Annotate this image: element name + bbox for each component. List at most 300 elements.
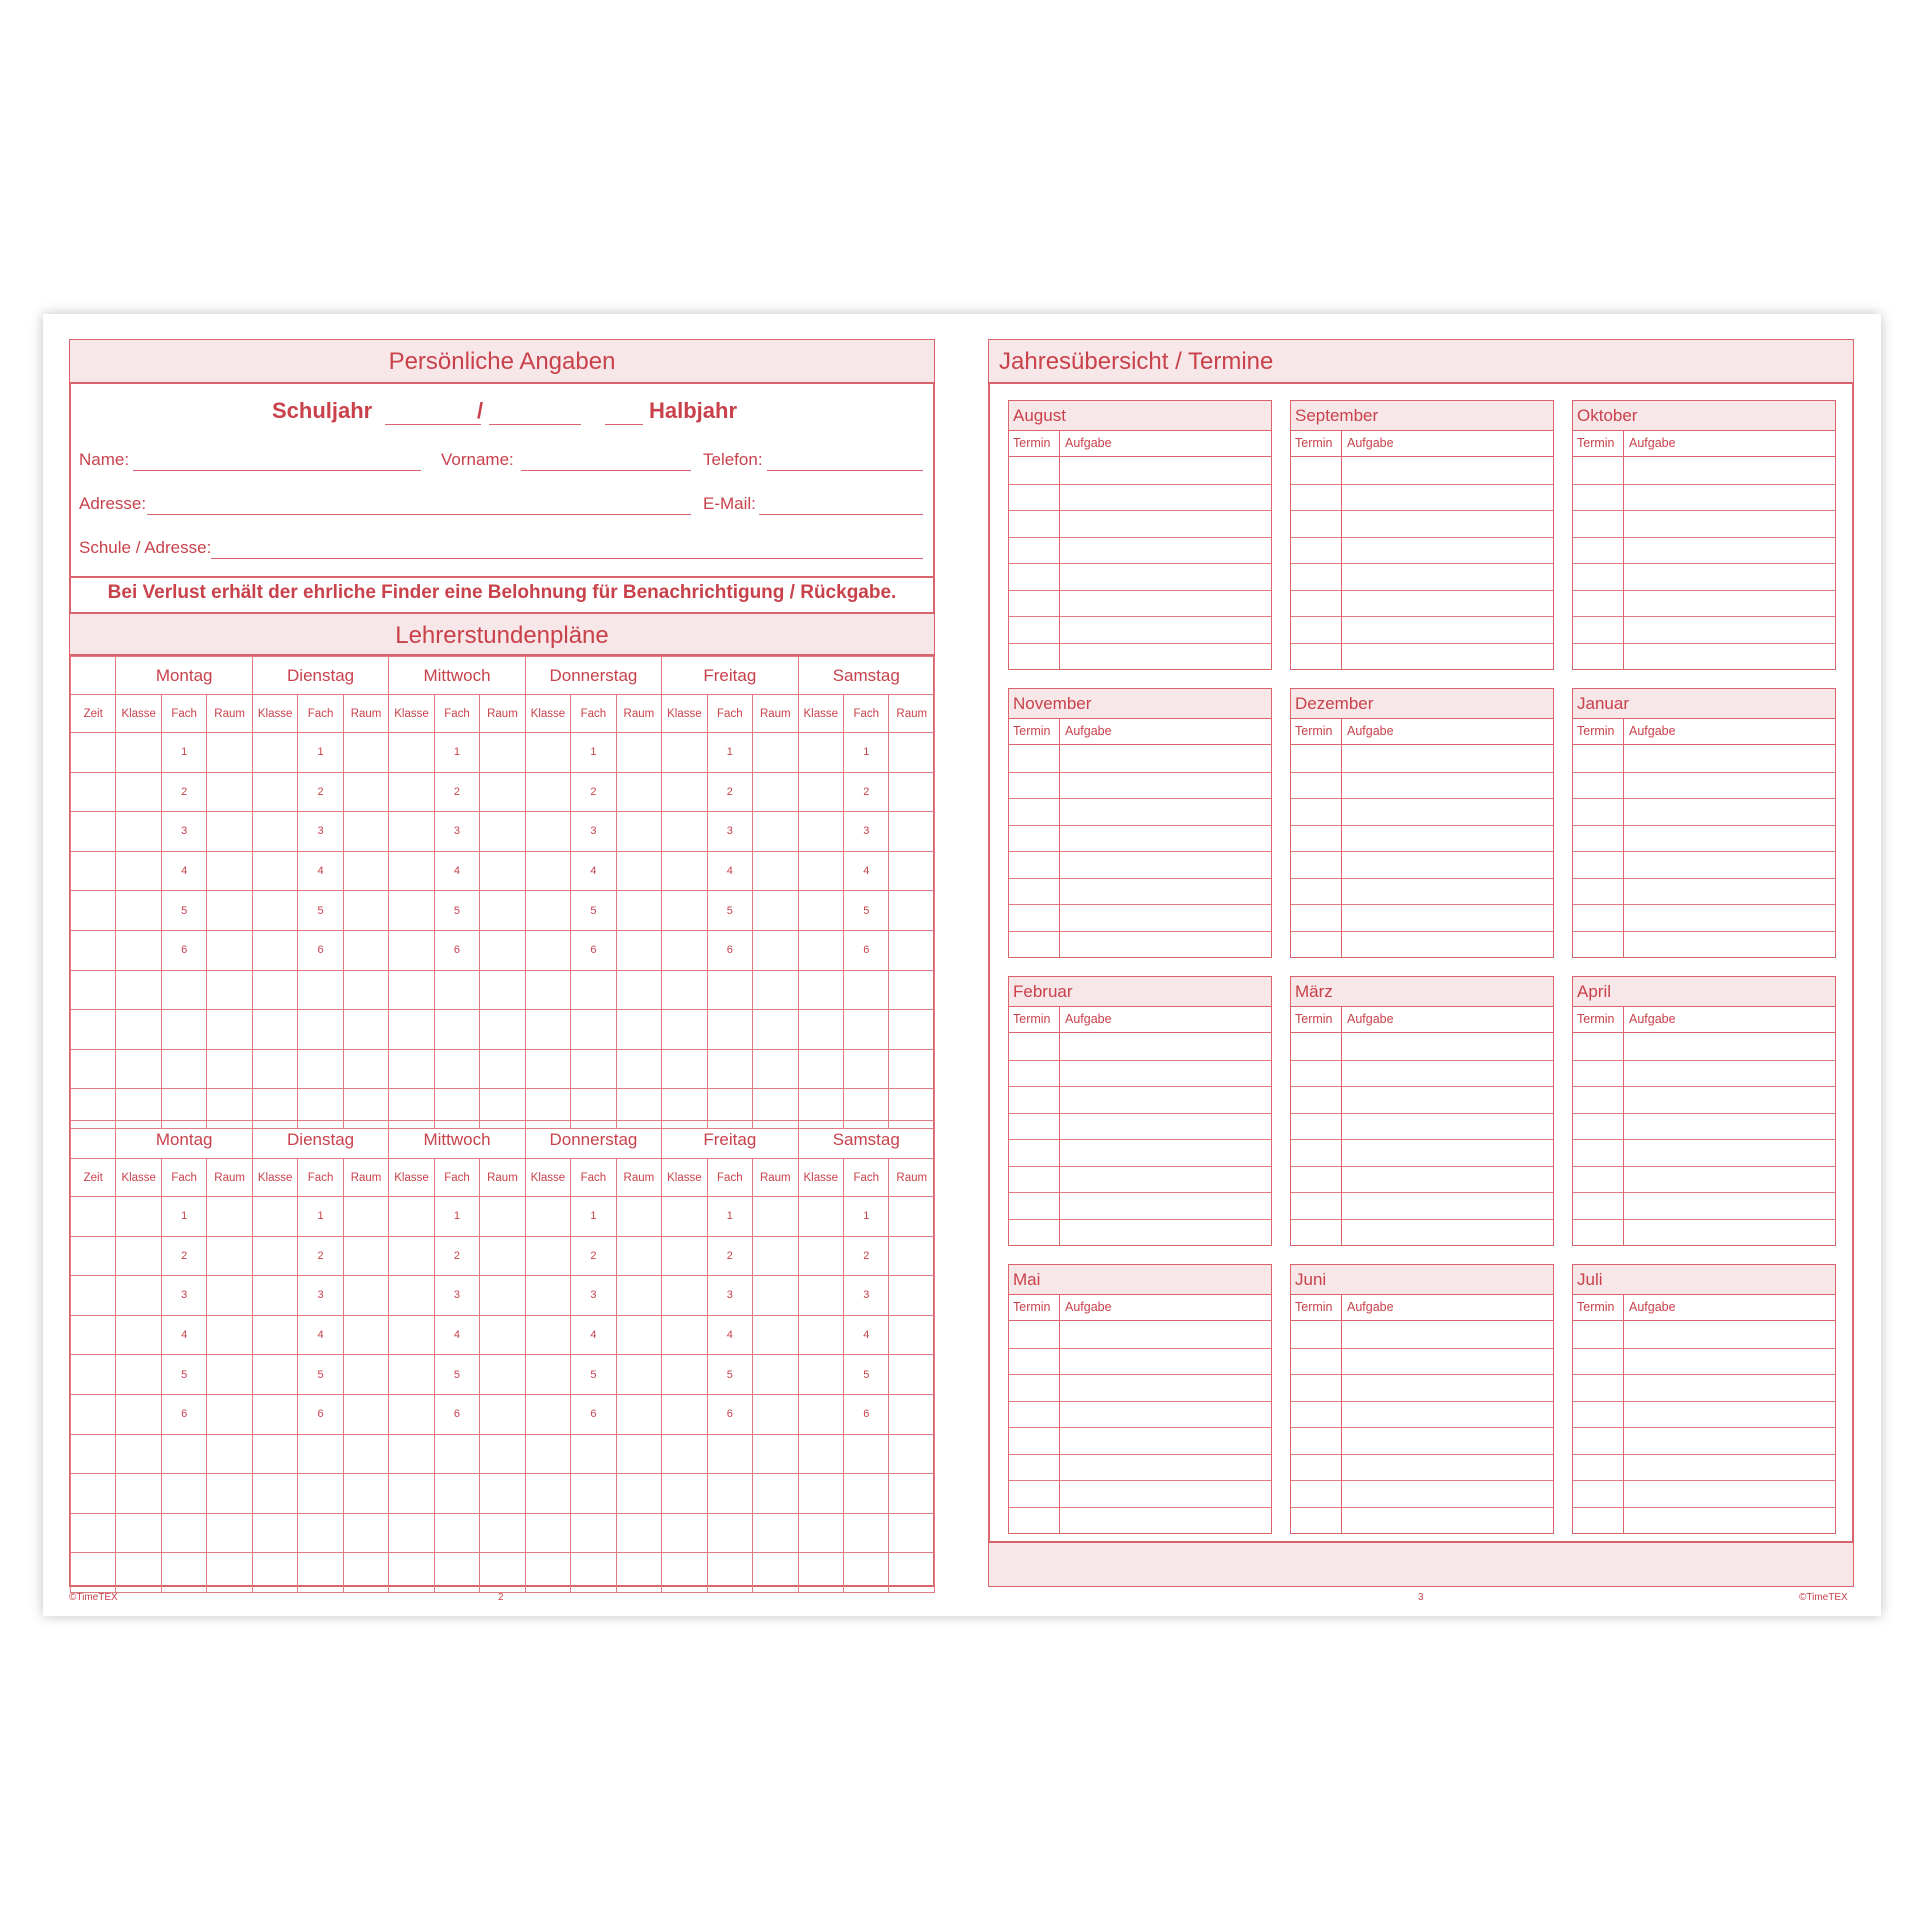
period-cell[interactable]: 2 bbox=[161, 1236, 206, 1276]
timetable-cell[interactable] bbox=[525, 1236, 570, 1276]
timetable-cell[interactable] bbox=[389, 733, 434, 773]
timetable-cell[interactable] bbox=[844, 1474, 889, 1514]
period-cell[interactable]: 6 bbox=[571, 930, 616, 970]
email-field[interactable] bbox=[759, 514, 923, 515]
zeit-cell[interactable] bbox=[71, 1315, 116, 1355]
timetable-cell[interactable] bbox=[252, 1513, 297, 1553]
timetable-cell[interactable] bbox=[252, 930, 297, 970]
period-cell[interactable]: 6 bbox=[707, 1394, 752, 1434]
timetable-cell[interactable] bbox=[525, 733, 570, 773]
timetable-cell[interactable] bbox=[207, 1394, 252, 1434]
timetable-cell[interactable] bbox=[116, 1197, 161, 1237]
timetable-cell[interactable] bbox=[207, 733, 252, 773]
timetable-cell[interactable] bbox=[525, 1197, 570, 1237]
timetable-cell[interactable] bbox=[889, 733, 935, 773]
month-rows[interactable] bbox=[1573, 745, 1835, 957]
period-cell[interactable]: 3 bbox=[707, 812, 752, 852]
timetable-cell[interactable] bbox=[753, 1049, 798, 1089]
timetable-cell[interactable] bbox=[616, 1049, 661, 1089]
timetable-cell[interactable] bbox=[343, 1394, 388, 1434]
timetable-cell[interactable] bbox=[889, 1513, 935, 1553]
timetable-cell[interactable] bbox=[525, 1394, 570, 1434]
zeit-cell[interactable] bbox=[71, 1474, 116, 1514]
schule-field[interactable] bbox=[211, 558, 923, 559]
month-rows[interactable] bbox=[1009, 1321, 1271, 1533]
timetable-cell[interactable] bbox=[389, 970, 434, 1010]
period-cell[interactable]: 4 bbox=[844, 851, 889, 891]
timetable-cell[interactable] bbox=[480, 1315, 525, 1355]
timetable-cell[interactable] bbox=[707, 1010, 752, 1050]
month-rows[interactable] bbox=[1009, 1033, 1271, 1245]
period-cell[interactable]: 3 bbox=[434, 1276, 479, 1316]
timetable-cell[interactable] bbox=[616, 1315, 661, 1355]
timetable-cell[interactable] bbox=[480, 1276, 525, 1316]
timetable-cell[interactable] bbox=[753, 1394, 798, 1434]
timetable-cell[interactable] bbox=[343, 1434, 388, 1474]
timetable-cell[interactable] bbox=[844, 970, 889, 1010]
timetable-cell[interactable] bbox=[844, 1010, 889, 1050]
timetable-cell[interactable] bbox=[662, 1049, 707, 1089]
timetable-cell[interactable] bbox=[252, 970, 297, 1010]
timetable-cell[interactable] bbox=[343, 1010, 388, 1050]
timetable-cell[interactable] bbox=[343, 1553, 388, 1593]
timetable-cell[interactable] bbox=[252, 1049, 297, 1089]
timetable-cell[interactable] bbox=[525, 930, 570, 970]
timetable-cell[interactable] bbox=[343, 851, 388, 891]
zeit-cell[interactable] bbox=[71, 1553, 116, 1593]
timetable-cell[interactable] bbox=[844, 1513, 889, 1553]
timetable-cell[interactable] bbox=[798, 1355, 843, 1395]
period-cell[interactable]: 3 bbox=[161, 812, 206, 852]
timetable-cell[interactable] bbox=[753, 1355, 798, 1395]
timetable-cell[interactable] bbox=[616, 1434, 661, 1474]
timetable-cell[interactable] bbox=[434, 1434, 479, 1474]
timetable-cell[interactable] bbox=[525, 1049, 570, 1089]
period-cell[interactable]: 2 bbox=[161, 772, 206, 812]
timetable-cell[interactable] bbox=[616, 1355, 661, 1395]
timetable-cell[interactable] bbox=[525, 1434, 570, 1474]
timetable-cell[interactable] bbox=[662, 1197, 707, 1237]
month-rows[interactable] bbox=[1573, 457, 1835, 669]
month-rows[interactable] bbox=[1009, 745, 1271, 957]
month-rows[interactable] bbox=[1291, 457, 1553, 669]
timetable-cell[interactable] bbox=[798, 1553, 843, 1593]
timetable-cell[interactable] bbox=[707, 1049, 752, 1089]
timetable-cell[interactable] bbox=[525, 1010, 570, 1050]
period-cell[interactable]: 5 bbox=[844, 891, 889, 931]
timetable-cell[interactable] bbox=[798, 772, 843, 812]
month-rows[interactable] bbox=[1573, 1033, 1835, 1245]
timetable-cell[interactable] bbox=[480, 1434, 525, 1474]
timetable-cell[interactable] bbox=[480, 1553, 525, 1593]
timetable-cell[interactable] bbox=[116, 1010, 161, 1050]
timetable-cell[interactable] bbox=[116, 1276, 161, 1316]
timetable-cell[interactable] bbox=[889, 1474, 935, 1514]
period-cell[interactable]: 1 bbox=[844, 733, 889, 773]
timetable-cell[interactable] bbox=[207, 1474, 252, 1514]
zeit-cell[interactable] bbox=[71, 891, 116, 931]
timetable-cell[interactable] bbox=[434, 1513, 479, 1553]
timetable-cell[interactable] bbox=[707, 1553, 752, 1593]
period-cell[interactable]: 3 bbox=[161, 1276, 206, 1316]
timetable-cell[interactable] bbox=[252, 1236, 297, 1276]
timetable-cell[interactable] bbox=[616, 1474, 661, 1514]
timetable-cell[interactable] bbox=[252, 1553, 297, 1593]
timetable-cell[interactable] bbox=[889, 1315, 935, 1355]
zeit-cell[interactable] bbox=[71, 1049, 116, 1089]
timetable-cell[interactable] bbox=[707, 1513, 752, 1553]
timetable-cell[interactable] bbox=[343, 930, 388, 970]
period-cell[interactable]: 6 bbox=[298, 1394, 343, 1434]
period-cell[interactable]: 4 bbox=[298, 851, 343, 891]
timetable-cell[interactable] bbox=[525, 1276, 570, 1316]
timetable-cell[interactable] bbox=[389, 1394, 434, 1434]
timetable-cell[interactable] bbox=[207, 1355, 252, 1395]
period-cell[interactable]: 3 bbox=[844, 812, 889, 852]
timetable-cell[interactable] bbox=[525, 970, 570, 1010]
timetable-cell[interactable] bbox=[889, 772, 935, 812]
period-cell[interactable]: 6 bbox=[844, 930, 889, 970]
timetable-cell[interactable] bbox=[525, 1474, 570, 1514]
period-cell[interactable]: 1 bbox=[707, 1197, 752, 1237]
timetable-cell[interactable] bbox=[343, 1315, 388, 1355]
adresse-field[interactable] bbox=[147, 514, 691, 515]
timetable-cell[interactable] bbox=[480, 930, 525, 970]
timetable-cell[interactable] bbox=[343, 970, 388, 1010]
timetable-cell[interactable] bbox=[662, 1394, 707, 1434]
timetable-cell[interactable] bbox=[389, 1197, 434, 1237]
timetable-cell[interactable] bbox=[252, 1434, 297, 1474]
zeit-cell[interactable] bbox=[71, 930, 116, 970]
period-cell[interactable]: 1 bbox=[298, 733, 343, 773]
period-cell[interactable]: 2 bbox=[298, 1236, 343, 1276]
timetable-cell[interactable] bbox=[207, 1513, 252, 1553]
period-cell[interactable]: 4 bbox=[434, 1315, 479, 1355]
period-cell[interactable]: 3 bbox=[707, 1276, 752, 1316]
zeit-cell[interactable] bbox=[71, 851, 116, 891]
timetable-cell[interactable] bbox=[207, 1010, 252, 1050]
timetable-cell[interactable] bbox=[798, 812, 843, 852]
period-cell[interactable]: 4 bbox=[707, 851, 752, 891]
timetable-cell[interactable] bbox=[525, 812, 570, 852]
timetable-cell[interactable] bbox=[707, 1434, 752, 1474]
timetable-cell[interactable] bbox=[343, 891, 388, 931]
period-cell[interactable]: 1 bbox=[161, 733, 206, 773]
period-cell[interactable]: 2 bbox=[707, 772, 752, 812]
timetable-cell[interactable] bbox=[116, 1513, 161, 1553]
timetable-cell[interactable] bbox=[707, 1474, 752, 1514]
timetable-cell[interactable] bbox=[480, 1355, 525, 1395]
timetable-cell[interactable] bbox=[207, 1049, 252, 1089]
timetable-cell[interactable] bbox=[525, 891, 570, 931]
period-cell[interactable]: 1 bbox=[434, 733, 479, 773]
zeit-cell[interactable] bbox=[71, 970, 116, 1010]
timetable-cell[interactable] bbox=[252, 733, 297, 773]
timetable-cell[interactable] bbox=[116, 1394, 161, 1434]
timetable-cell[interactable] bbox=[480, 1474, 525, 1514]
timetable-cell[interactable] bbox=[525, 772, 570, 812]
timetable-cell[interactable] bbox=[798, 1513, 843, 1553]
period-cell[interactable]: 6 bbox=[434, 1394, 479, 1434]
period-cell[interactable]: 2 bbox=[434, 1236, 479, 1276]
period-cell[interactable]: 3 bbox=[434, 812, 479, 852]
timetable-cell[interactable] bbox=[434, 1049, 479, 1089]
timetable-cell[interactable] bbox=[389, 1355, 434, 1395]
period-cell[interactable]: 6 bbox=[161, 930, 206, 970]
month-rows[interactable] bbox=[1291, 1033, 1553, 1245]
period-cell[interactable]: 3 bbox=[298, 812, 343, 852]
timetable-cell[interactable] bbox=[616, 1197, 661, 1237]
timetable-cell[interactable] bbox=[571, 1513, 616, 1553]
timetable-cell[interactable] bbox=[525, 1553, 570, 1593]
timetable-cell[interactable] bbox=[616, 970, 661, 1010]
period-cell[interactable]: 6 bbox=[844, 1394, 889, 1434]
timetable-cell[interactable] bbox=[662, 1434, 707, 1474]
timetable-cell[interactable] bbox=[252, 851, 297, 891]
timetable-cell[interactable] bbox=[616, 1394, 661, 1434]
timetable-cell[interactable] bbox=[753, 1315, 798, 1355]
timetable-cell[interactable] bbox=[389, 1236, 434, 1276]
timetable-cell[interactable] bbox=[889, 1049, 935, 1089]
period-cell[interactable]: 5 bbox=[571, 1355, 616, 1395]
timetable-cell[interactable] bbox=[889, 1553, 935, 1593]
timetable-cell[interactable] bbox=[616, 891, 661, 931]
timetable-cell[interactable] bbox=[343, 1197, 388, 1237]
timetable-cell[interactable] bbox=[889, 1197, 935, 1237]
period-cell[interactable]: 3 bbox=[571, 812, 616, 852]
timetable-cell[interactable] bbox=[889, 1434, 935, 1474]
timetable-cell[interactable] bbox=[116, 1434, 161, 1474]
period-cell[interactable]: 4 bbox=[571, 1315, 616, 1355]
timetable-cell[interactable] bbox=[662, 1276, 707, 1316]
timetable-cell[interactable] bbox=[116, 1474, 161, 1514]
timetable-cell[interactable] bbox=[298, 1513, 343, 1553]
timetable-cell[interactable] bbox=[343, 1236, 388, 1276]
timetable-cell[interactable] bbox=[343, 1355, 388, 1395]
period-cell[interactable]: 3 bbox=[298, 1276, 343, 1316]
timetable-cell[interactable] bbox=[298, 1553, 343, 1593]
timetable-cell[interactable] bbox=[389, 1553, 434, 1593]
timetable-cell[interactable] bbox=[525, 1315, 570, 1355]
period-cell[interactable]: 5 bbox=[707, 1355, 752, 1395]
timetable-cell[interactable] bbox=[161, 1553, 206, 1593]
timetable-cell[interactable] bbox=[753, 1236, 798, 1276]
month-rows[interactable] bbox=[1573, 1321, 1835, 1533]
timetable-cell[interactable] bbox=[252, 772, 297, 812]
timetable-cell[interactable] bbox=[252, 891, 297, 931]
period-cell[interactable]: 2 bbox=[571, 772, 616, 812]
timetable-cell[interactable] bbox=[616, 1010, 661, 1050]
zeit-cell[interactable] bbox=[71, 1513, 116, 1553]
timetable-cell[interactable] bbox=[571, 970, 616, 1010]
timetable-cell[interactable] bbox=[298, 1049, 343, 1089]
timetable-cell[interactable] bbox=[116, 1553, 161, 1593]
name-field[interactable] bbox=[133, 470, 421, 471]
timetable-cell[interactable] bbox=[298, 1434, 343, 1474]
timetable-cell[interactable] bbox=[343, 772, 388, 812]
timetable-cell[interactable] bbox=[616, 930, 661, 970]
timetable-cell[interactable] bbox=[616, 812, 661, 852]
timetable-cell[interactable] bbox=[434, 970, 479, 1010]
timetable-cell[interactable] bbox=[480, 1394, 525, 1434]
schuljahr-end-line[interactable] bbox=[489, 424, 581, 425]
timetable-cell[interactable] bbox=[116, 812, 161, 852]
zeit-cell[interactable] bbox=[71, 733, 116, 773]
period-cell[interactable]: 1 bbox=[571, 1197, 616, 1237]
timetable-cell[interactable] bbox=[662, 733, 707, 773]
timetable-cell[interactable] bbox=[798, 1394, 843, 1434]
month-rows[interactable] bbox=[1291, 745, 1553, 957]
timetable-cell[interactable] bbox=[116, 1236, 161, 1276]
period-cell[interactable]: 4 bbox=[707, 1315, 752, 1355]
timetable-cell[interactable] bbox=[844, 1434, 889, 1474]
timetable-cell[interactable] bbox=[252, 1010, 297, 1050]
timetable-cell[interactable] bbox=[798, 1197, 843, 1237]
timetable-cell[interactable] bbox=[389, 1010, 434, 1050]
timetable-cell[interactable] bbox=[753, 1197, 798, 1237]
timetable-cell[interactable] bbox=[889, 1394, 935, 1434]
timetable-cell[interactable] bbox=[525, 1355, 570, 1395]
period-cell[interactable]: 5 bbox=[298, 891, 343, 931]
timetable-cell[interactable] bbox=[798, 851, 843, 891]
period-cell[interactable]: 2 bbox=[298, 772, 343, 812]
timetable-cell[interactable] bbox=[480, 1513, 525, 1553]
timetable-cell[interactable] bbox=[707, 970, 752, 1010]
timetable-cell[interactable] bbox=[343, 812, 388, 852]
vorname-field[interactable] bbox=[521, 470, 691, 471]
timetable-cell[interactable] bbox=[389, 1513, 434, 1553]
timetable-cell[interactable] bbox=[480, 772, 525, 812]
timetable-cell[interactable] bbox=[753, 1276, 798, 1316]
timetable-cell[interactable] bbox=[616, 733, 661, 773]
timetable-cell[interactable] bbox=[753, 851, 798, 891]
timetable-cell[interactable] bbox=[798, 970, 843, 1010]
timetable-cell[interactable] bbox=[116, 1355, 161, 1395]
timetable-cell[interactable] bbox=[662, 1010, 707, 1050]
timetable-cell[interactable] bbox=[207, 1553, 252, 1593]
timetable-cell[interactable] bbox=[298, 1474, 343, 1514]
timetable-cell[interactable] bbox=[480, 851, 525, 891]
timetable-cell[interactable] bbox=[343, 1474, 388, 1514]
zeit-cell[interactable] bbox=[71, 1276, 116, 1316]
timetable-cell[interactable] bbox=[207, 930, 252, 970]
period-cell[interactable]: 1 bbox=[161, 1197, 206, 1237]
timetable-cell[interactable] bbox=[252, 1315, 297, 1355]
timetable-cell[interactable] bbox=[389, 1474, 434, 1514]
timetable-cell[interactable] bbox=[525, 1513, 570, 1553]
timetable-cell[interactable] bbox=[298, 970, 343, 1010]
timetable-cell[interactable] bbox=[389, 891, 434, 931]
timetable-cell[interactable] bbox=[753, 1553, 798, 1593]
timetable-cell[interactable] bbox=[389, 930, 434, 970]
timetable-cell[interactable] bbox=[252, 1276, 297, 1316]
timetable-cell[interactable] bbox=[616, 1236, 661, 1276]
period-cell[interactable]: 6 bbox=[571, 1394, 616, 1434]
zeit-cell[interactable] bbox=[71, 1010, 116, 1050]
timetable-cell[interactable] bbox=[389, 1434, 434, 1474]
zeit-cell[interactable] bbox=[71, 1394, 116, 1434]
timetable-cell[interactable] bbox=[207, 1236, 252, 1276]
timetable-cell[interactable] bbox=[161, 1474, 206, 1514]
timetable-cell[interactable] bbox=[889, 1355, 935, 1395]
zeit-cell[interactable] bbox=[71, 1355, 116, 1395]
timetable-cell[interactable] bbox=[252, 1474, 297, 1514]
period-cell[interactable]: 1 bbox=[844, 1197, 889, 1237]
timetable-cell[interactable] bbox=[662, 891, 707, 931]
period-cell[interactable]: 1 bbox=[707, 733, 752, 773]
timetable-cell[interactable] bbox=[434, 1474, 479, 1514]
period-cell[interactable]: 4 bbox=[571, 851, 616, 891]
timetable-cell[interactable] bbox=[798, 1049, 843, 1089]
timetable-cell[interactable] bbox=[889, 930, 935, 970]
period-cell[interactable]: 5 bbox=[161, 891, 206, 931]
timetable-cell[interactable] bbox=[480, 1197, 525, 1237]
timetable-cell[interactable] bbox=[116, 1049, 161, 1089]
timetable-cell[interactable] bbox=[571, 1553, 616, 1593]
timetable-cell[interactable] bbox=[798, 1276, 843, 1316]
timetable-cell[interactable] bbox=[662, 1474, 707, 1514]
timetable-cell[interactable] bbox=[662, 772, 707, 812]
timetable-cell[interactable] bbox=[343, 1276, 388, 1316]
period-cell[interactable]: 2 bbox=[707, 1236, 752, 1276]
period-cell[interactable]: 4 bbox=[844, 1315, 889, 1355]
timetable-cell[interactable] bbox=[662, 970, 707, 1010]
timetable-cell[interactable] bbox=[343, 1513, 388, 1553]
period-cell[interactable]: 5 bbox=[434, 1355, 479, 1395]
period-cell[interactable]: 6 bbox=[434, 930, 479, 970]
timetable-cell[interactable] bbox=[662, 1315, 707, 1355]
timetable-cell[interactable] bbox=[571, 1049, 616, 1089]
period-cell[interactable]: 4 bbox=[434, 851, 479, 891]
period-cell[interactable]: 4 bbox=[161, 1315, 206, 1355]
timetable-cell[interactable] bbox=[753, 772, 798, 812]
timetable-cell[interactable] bbox=[161, 1513, 206, 1553]
timetable-cell[interactable] bbox=[616, 1513, 661, 1553]
timetable-cell[interactable] bbox=[116, 733, 161, 773]
timetable-cell[interactable] bbox=[889, 851, 935, 891]
timetable-cell[interactable] bbox=[480, 891, 525, 931]
timetable-cell[interactable] bbox=[753, 1434, 798, 1474]
timetable-cell[interactable] bbox=[389, 812, 434, 852]
timetable-cell[interactable] bbox=[480, 733, 525, 773]
timetable-cell[interactable] bbox=[616, 851, 661, 891]
zeit-cell[interactable] bbox=[71, 1434, 116, 1474]
telefon-field[interactable] bbox=[767, 470, 923, 471]
timetable-cell[interactable] bbox=[889, 1236, 935, 1276]
timetable-cell[interactable] bbox=[116, 970, 161, 1010]
timetable-cell[interactable] bbox=[480, 812, 525, 852]
timetable-cell[interactable] bbox=[252, 1394, 297, 1434]
timetable-cell[interactable] bbox=[389, 1049, 434, 1089]
timetable-cell[interactable] bbox=[798, 733, 843, 773]
period-cell[interactable]: 6 bbox=[707, 930, 752, 970]
timetable-cell[interactable] bbox=[798, 1236, 843, 1276]
timetable-cell[interactable] bbox=[161, 970, 206, 1010]
timetable-cell[interactable] bbox=[616, 1553, 661, 1593]
timetable-cell[interactable] bbox=[480, 1049, 525, 1089]
timetable-cell[interactable] bbox=[389, 851, 434, 891]
timetable-cell[interactable] bbox=[753, 812, 798, 852]
timetable-cell[interactable] bbox=[753, 1513, 798, 1553]
timetable-cell[interactable] bbox=[798, 1434, 843, 1474]
zeit-cell[interactable] bbox=[71, 812, 116, 852]
timetable-cell[interactable] bbox=[889, 891, 935, 931]
period-cell[interactable]: 5 bbox=[161, 1355, 206, 1395]
timetable-cell[interactable] bbox=[434, 1010, 479, 1050]
timetable-cell[interactable] bbox=[480, 970, 525, 1010]
timetable-cell[interactable] bbox=[889, 970, 935, 1010]
period-cell[interactable]: 2 bbox=[571, 1236, 616, 1276]
